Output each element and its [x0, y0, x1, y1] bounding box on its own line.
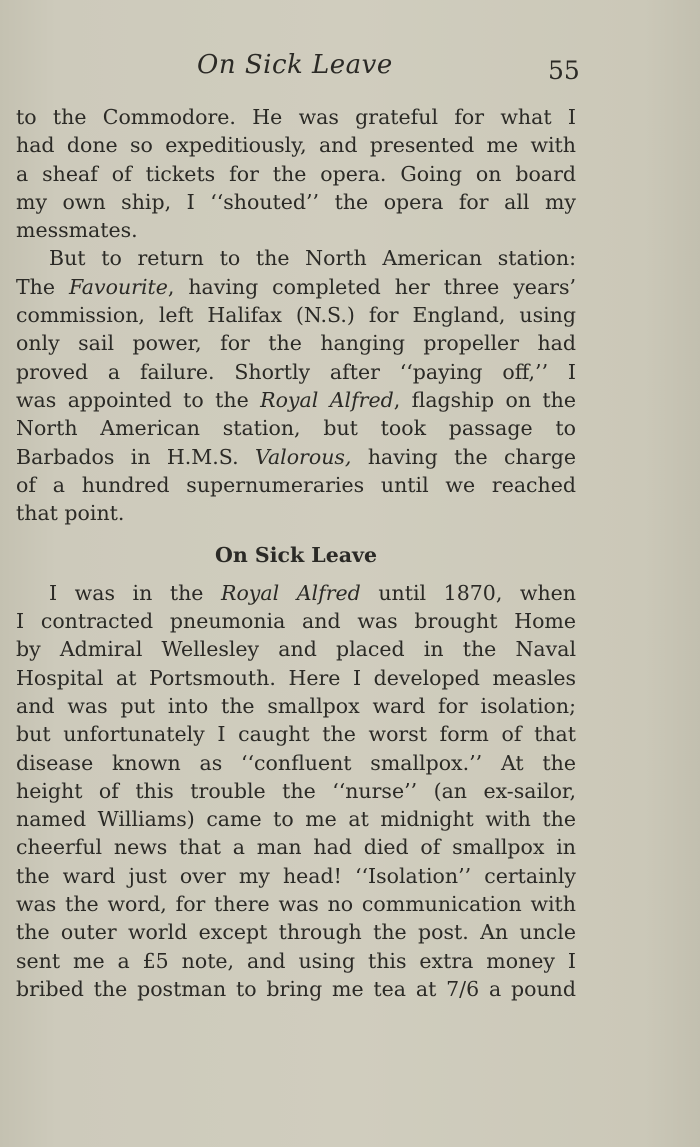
text-line: had done so expeditiously, and presented me with: [16, 133, 576, 158]
text-fragment: The: [16, 274, 69, 299]
ship-name: Royal Alfred: [260, 387, 394, 412]
text-fragment: , flagship on the: [393, 387, 577, 412]
text-line: only sail power, for the hanging propeller had: [16, 331, 576, 356]
text-line: [16, 386, 576, 414]
ship-name: Valorous,: [255, 444, 352, 469]
text-line: commission, left Halifax (N.S.) for England, using: [16, 303, 576, 328]
text-line: but unfortunately I caught the worst form of that: [16, 722, 576, 747]
text-fragment: I was in the: [49, 580, 222, 605]
text-line: by Admiral Wellesley and placed in the Naval: [16, 637, 576, 662]
text-line: But to return to the North American station:: [49, 246, 576, 271]
text-line: a sheaf of tickets for the opera. Going on board: [16, 161, 576, 186]
body-text: [16, 103, 576, 1003]
text-line: my own ship, I ‘‘shouted’’ the opera for all my: [16, 189, 576, 214]
text-line: the outer world except through the post. An uncle: [16, 920, 576, 945]
running-head: [0, 50, 700, 86]
text-line: [16, 579, 576, 607]
ship-name: Favourite: [68, 274, 168, 299]
text-fragment: , having completed her three years’: [167, 274, 577, 299]
running-title: On Sick Leave: [197, 50, 393, 80]
text-line: to the Commodore. He was grateful for what I: [16, 105, 576, 129]
text-line: bribed the postman to bring me tea at 7/6 a pound: [16, 976, 576, 1001]
text-line: was the word, for there was no communication with: [16, 892, 576, 917]
text-line: [16, 273, 576, 301]
text-fragment: having the charge: [351, 444, 576, 469]
text-line: of a hundred supernumeraries until we reached: [16, 472, 576, 497]
text-line: sent me a £5 note, and using this extra money I: [16, 948, 576, 973]
text-line: and was put into the smallpox ward for isolation;: [16, 693, 576, 718]
text-line: disease known as ‘‘confluent smallpox.’’ At the: [16, 750, 576, 775]
text-line: messmates.: [16, 218, 138, 243]
ship-name: Royal Alfred: [221, 580, 361, 605]
text-line: the ward just over my head! ‘‘Isolation’’ certainly: [16, 863, 576, 888]
text-line: [16, 443, 576, 471]
text-line: named Williams) came to me at midnight with the: [16, 807, 576, 832]
text-line: cheerful news that a man had died of smallpox in: [16, 835, 576, 860]
text-line: I contracted pneumonia and was brought Home: [16, 609, 576, 634]
text-fragment: until 1870, when: [360, 580, 577, 605]
text-line: height of this trouble the ‘‘nurse’’ (an ex-sailor,: [16, 778, 576, 803]
text-line: proved a failure. Shortly after ‘‘paying off,’’ I: [16, 359, 576, 384]
text-line: North American station, but took passage to: [16, 416, 576, 441]
text-line: Hospital at Portsmouth. Here I developed measles: [16, 665, 576, 690]
section-heading: On Sick Leave: [214, 543, 377, 568]
text-line: that point.: [16, 501, 125, 526]
text-fragment: Barbados in H.M.S.: [16, 444, 256, 469]
text-fragment: was appointed to the: [16, 387, 261, 412]
page-number: 55: [548, 56, 580, 85]
